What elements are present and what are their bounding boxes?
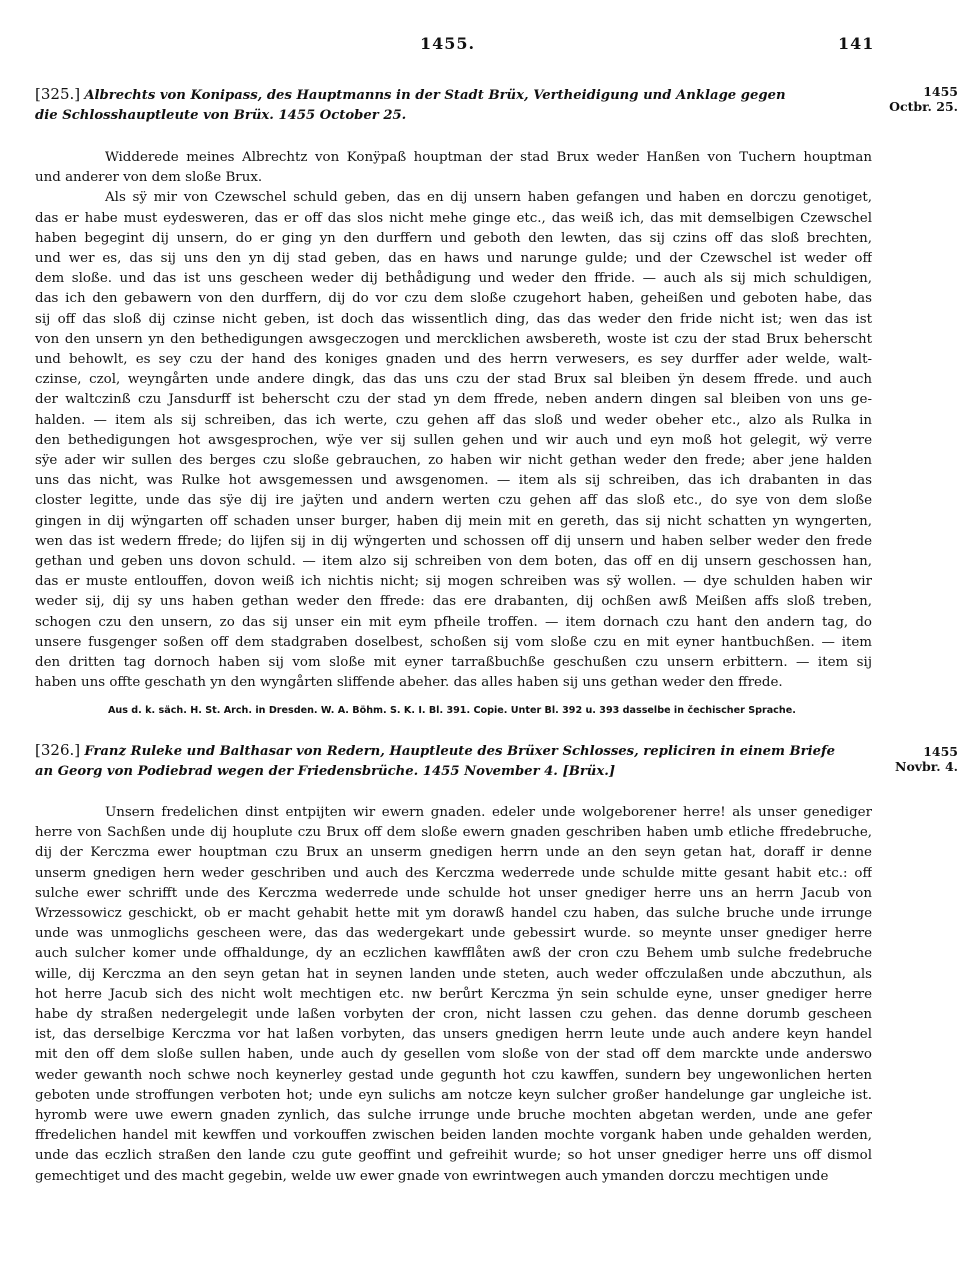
text-line: unde das eczlich straßen den lande czu gute geoffint und gefreihit wurde; so hot unser gnediger herre uns off dismol xyxy=(35,1148,872,1164)
text-line: Wrzessowicz geschickt, ob er macht gehabit hette mit ym dorawß handel czu haben, das sulche bruche unde irrunge xyxy=(35,906,872,922)
text-line: sÿe ader wir sullen des berges czu sloße gebrauchen, zo haben wir nicht gethan weder den frede; aber jene halden xyxy=(35,453,872,469)
text-line: den dritten tag dornoch haben sij vom sloße mit eyner tarraßbuchße geschußen czu unsern erbittern. — item sij xyxy=(35,655,872,671)
text-line: gethan und geben uns dovon schuld. — item alzo sij schreiben von dem boten, das off en dij unsern geschossen han, xyxy=(35,554,872,570)
text-line: Widderede meines Albrechtz von Konÿpaß houptman der stad Brux weder Hanßen von Tuchern houptman xyxy=(105,150,872,165)
text-line: haben uns offte geschath yn den wyngårten sliffende abeher. das alles haben sij uns gethan weder den ffrede. xyxy=(35,675,783,691)
text-line: closter legitte, unde das sÿe dij ire jaÿten und andern werten czu gehen aff das sloß etc., do sye von dem sloße xyxy=(35,493,872,509)
text-line: hot herre Jacub sich des nicht wolt mechtigen etc. nw berůrt Kerczma ÿn sein schulde eyne, unser gnediger herre xyxy=(35,986,872,1002)
text-line: Als sÿ mir von Czewschel schuld geben, das en dij unsern haben gefangen und haben en dorczu genotiget, xyxy=(105,190,872,206)
entry-325-title-line-1: Albrechts von Konipass, des Hauptmanns in der Stadt Brüx, Vertheidigung und Anklage gegen xyxy=(84,88,786,103)
text-line: halden. — item als sij schreiben, das ich werte, czu gehen aff das sloß und weder obeher etc., alzo als Rulka in xyxy=(35,412,872,428)
entry-326-margin-date xyxy=(878,744,958,774)
text-line: der waltczinß czu Jansdurff ist beherscht czu der stad yn dem ffrede, neben andern dingen sal bleiben von uns ge- xyxy=(35,392,872,408)
text-line: sij off das sloß dij czinse nicht geben, ist doch das wissentlich ding, das das weder den fride nicht ist; wen das ist xyxy=(35,311,872,327)
entry-326-margin-year: 1455 xyxy=(923,744,958,759)
text-line: unsere fusgenger soßen off dem stadgraben doselbest, schoßen sij vom sloße czu en mit eyner hantbuchßen. — item xyxy=(35,634,872,650)
page-number: 141 xyxy=(838,34,875,53)
text-line: uns das nicht, was Rulke hot awsgemessen und awsgenomen. — item als sij schreiben, das ich drabanten in das xyxy=(35,473,872,489)
text-line: auch sulcher komer unde offhaldunge, dy an eczlichen kawfflåten awß der cron czu Behem umb sulche fredebruche xyxy=(35,946,872,962)
text-line: wille, dij Kerczma an den seyn getan hat in seynen landen unde steten, auch weder offczulaßen unde abczuthun, als xyxy=(35,966,872,982)
text-line: dij der Kerczma ewer houptman czu Brux an unserm gnedigen herrn unde an den seyn getan hat, doraff ir denne xyxy=(35,845,872,861)
text-line: schogen czu den unsern, zo das sij unser ein mit eym pfheile troffen. — item dornach czu hant den andern tag, do xyxy=(35,614,872,630)
text-line: und anderer von dem sloße Brux. xyxy=(35,170,263,186)
entry-326-margin-day: Novbr. 4. xyxy=(895,759,958,774)
entry-326-title-line-2: an Georg von Podiebrad wegen der Friedensbrüche. 1455 November 4. [Brüx.] xyxy=(35,764,616,779)
text-line: sulche ewer schrifft unde des Kerczma wederrede unde schulde hot unser gnediger herre uns an herrn Jacub von xyxy=(35,885,872,901)
text-line: hyromb were uwe ewern gnaden zynlich, das sulche irrunge unde bruche mochten abgetan werden, unde ane gefer xyxy=(35,1108,872,1124)
text-line: czinse, czol, weyngårten unde andere dingk, das das uns czu der stad Brux sal bleiben ÿn desem ffrede. und auch xyxy=(35,372,872,388)
text-line: herre von Sachßen unde dij houplute czu Brux off dem sloße ewern gnaden geschriben haben umb etliche ffredebruche, xyxy=(35,825,872,841)
text-line: wen das ist wedern ffrede; do lijfen sij in dij wÿngerten und schossen off dij unsern und haben selber weder den frede xyxy=(35,533,872,549)
text-line: mit den off dem sloße sullen haben, unde auch dy gesellen vom sloße von der stad off dem marckte unde anderswo xyxy=(35,1047,872,1063)
entry-325-margin-day: Octbr. 25. xyxy=(889,99,958,114)
entry-326-text xyxy=(35,803,872,1187)
entry-326-number: [326.] xyxy=(35,741,81,759)
text-line: ist, das derselbige Kerczma vor hat laßen vorbyten, das unsers gnedigen herrn leute unde auch andere keyn handel xyxy=(35,1027,872,1043)
entry-325-margin-year: 1455 xyxy=(923,84,958,99)
text-line: gemechtiget und des macht gegebin, welde uw ewer gnade von ewrintwegen auch ymanden dorczu mechtigen unde xyxy=(35,1168,829,1184)
entry-326-title-line-1: Franz Ruleke und Balthasar von Redern, Hauptleute des Brüxer Schlosses, repliciren in einem Briefe xyxy=(84,744,836,759)
entry-325-text xyxy=(35,148,872,693)
text-line: unserm gnedigen hern weder geschriben und auch des Kerczma wederrede unde schulde mitte gesant habit etc.: off xyxy=(35,865,872,881)
text-line: und behowlt, es sey czu der hand des koniges gnaden und des herrn verwesers, es sey durffer ader welde, walt- xyxy=(35,352,872,368)
entry-326-heading xyxy=(35,740,870,782)
text-line: habe dy straßen nedergelegit unde laßen vorbyten der cron, nicht lassen czu gehen. das denne dorumb gescheen xyxy=(35,1007,872,1023)
entry-325-title-line-2: die Schlosshauptleute von Brüx. 1455 October 25. xyxy=(35,108,407,123)
text-line: haben begegint dij unsern, do er ging yn den durffern und geboth den lewten, das sij czins off das sloß brechten, xyxy=(35,230,872,246)
entry-325-heading xyxy=(35,84,870,126)
entry-325-margin-date xyxy=(878,84,958,114)
text-line: weder sij, dij sy uns haben gethan weder den ffrede: das ere drabanten, dij ochßen awß Meißen affs sloß treben, xyxy=(35,594,872,610)
header-year: 1455. xyxy=(420,34,476,53)
text-line: das er habe must eydesweren, das er off das slos nicht mehe ginge etc., das weiß ich, das mit demselbigen Czewschel xyxy=(35,210,872,226)
text-line: und wer es, das sij uns den yn dij stad geben, das en haws und narunge gulde; und der Czewschel ist weder off xyxy=(35,251,872,267)
text-line: geboten unde stroffungen verboten hot; unde eyn sulichs am notcze keyn sulcher großer handelunge gar ungleiche ist. xyxy=(35,1087,872,1103)
text-line: gingen in dij wÿngarten off schaden unser burger, haben dij mein mit en gereth, das sij nicht schatten yn wyngerten, xyxy=(35,513,872,529)
text-line: weder gewanth noch schwe noch keynerley gestad unde gegunth hot czu kawffen, sundern bey ungewonlichen herten xyxy=(35,1067,872,1083)
page-header xyxy=(0,34,960,56)
text-line: ffredelichen handel mit kewffen und vorkouffen zwischen beiden landen mochte vorgank haben unde gehalden werden, xyxy=(35,1128,872,1144)
text-line: dem sloße. und das ist uns gescheen weder dij bethådigung und weder den ffride. — auch als sij mich schuldigen, xyxy=(35,271,872,287)
entry-325-source-note: Aus d. k. säch. H. St. Arch. in Dresden. W. A. Böhm. S. K. I. Bl. 391. Copie. Unter Bl. 392 u. 393 dasselbe in čechischer Sprache. xyxy=(108,705,796,716)
text-line: das ich den gebawern von den durffern, dij do vor czu dem sloße czugehort haben, geheißen und geboten habe, das xyxy=(35,291,872,307)
text-line: Unsern fredelichen dinst entpijten wir ewern gnaden. edeler unde wolgeborener herre! als unser genediger xyxy=(105,805,872,820)
text-line: von den unsern yn den bethedigungen awsgeczogen und mercklichen awsbereth, woste ist czu der stad Brux beherscht xyxy=(35,331,872,347)
text-line: unde was unmoglichs gescheen were, das das wedergekart unde gebessirt wurde. so meynte unser gnediger herre xyxy=(35,926,872,942)
entry-325-number: [325.] xyxy=(35,85,81,103)
text-line: das er muste entlouffen, dovon weiß ich nichtis nicht; sij mogen schreiben was sÿ wollen. — dye schulden haben wir xyxy=(35,574,872,590)
text-line: den bethedigungen hot awsgesprochen, wÿe ver sij sullen gehen und wir auch und eyn moß hot gelegit, wÿ verre xyxy=(35,432,872,448)
